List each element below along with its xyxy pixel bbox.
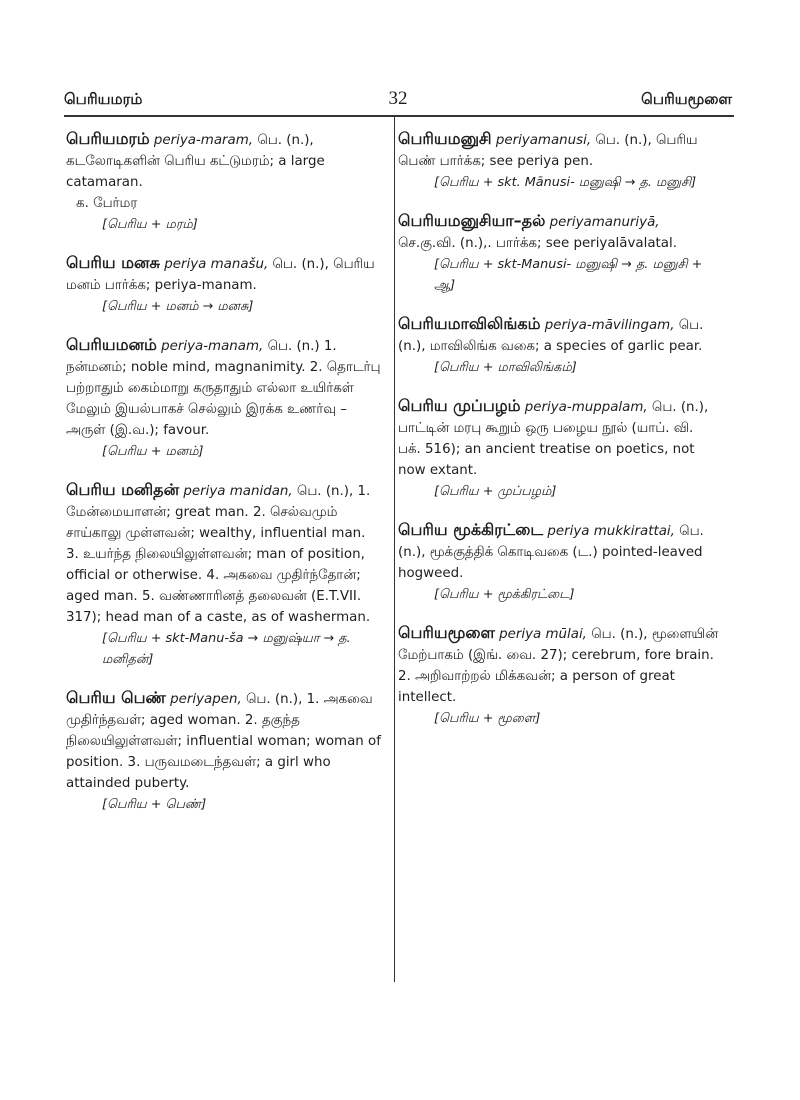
entry-headword: பெரியமரம் [66, 129, 150, 148]
entry-body: பெ. (n.), பெரிய மனம் பார்க்க; periya-manam. [66, 257, 375, 293]
entry-etymology: [பெரிய + மனம் → மனசு] [102, 299, 254, 314]
entry-body: பெ. (n.) 1. நன்மனம்; noble mind, magnanimity. 2. தொடர்பு பற்றாதும் கைம்மாறு கருதாதும் எல்லா உயிர்கள் மேலும் இயல்பாகச் செல்லும் இரக்க உணர்வு – அருள் (இ.வ.); favour. [66, 339, 381, 438]
header-left-guide-word: பெரியமரம் [64, 90, 143, 108]
entry-etymology: [பெரிய + மனம்] [102, 444, 204, 459]
header-rule [64, 115, 734, 117]
entry-etymology: [பெரிய + skt. Mānusi- மனுஷி → த. மனுசி] [434, 175, 697, 190]
entry-transliteration: periyamanusi, [495, 133, 592, 148]
entry-body: பெ. (n.), 1. மேன்மையாளன்; great man. 2. செல்வமும் சாய்காலு முள்ளவன்; wealthy, influential man. 3. உயர்ந்த நிலையிலுள்ளவன்; man of position, official or otherwise. 4. அகவை முதிர்ந்தோன்; aged man. 5. வண்ணாரினத் தலைவன் (E.T.VII. 317); head man of a caste, as of washerman. [66, 484, 371, 625]
dictionary-entry [66, 687, 382, 815]
dictionary-entry [66, 334, 382, 462]
header-right-guide-word: பெரியமூளை [641, 90, 732, 108]
entry-transliteration: periya mūlai, [499, 627, 587, 642]
entry-etymology: [பெரிய + மரம்] [102, 217, 198, 232]
entry-headword: பெரியமனுசியா–தல் [398, 211, 546, 230]
entry-body: பெ. (n.), பாட்டின் மரபு கூறும் ஒரு பழைய நூல் (யாப். வி. பக். 516); an ancient treatise on poetics, not now extant. [398, 400, 709, 478]
entry-body: பெ. (n.), மூளையின் மேற்பாகம் (இங். வை. 27); cerebrum, fore brain. 2. அறிவாற்றல் மிக்கவன்; a person of great intellect. [398, 627, 719, 705]
entry-etymology: [பெரிய + மூக்கிரட்டை] [434, 587, 575, 602]
dictionary-entry [66, 479, 382, 670]
entry-body: செ.கு.வி. (n.),. பார்க்க; see periyalāvalatal. [398, 236, 677, 251]
entry-headword: பெரிய முப்பழம் [398, 396, 521, 415]
dictionary-entry [398, 210, 720, 296]
entry-etymology: [பெரிய + மூளை] [434, 711, 541, 726]
entry-transliteration: periya-maram, [153, 133, 254, 148]
entry-transliteration: periya-manam, [161, 339, 264, 354]
entry-etymology: [பெரிய + மாவிலிங்கம்] [434, 360, 577, 375]
entry-etymology: [பெரிய + skt-Manusi- மனுஷி → த. மனுசி + ஆ] [434, 257, 703, 293]
entry-body: பெ. (n.), மூக்குத்திக் கொடிவகை (ட.) pointed-leaved hogweed. [398, 524, 704, 581]
dictionary-entry [66, 128, 382, 235]
entry-transliteration: periya manidan, [183, 484, 293, 499]
entry-headword: பெரியமனம் [66, 335, 157, 354]
dictionary-entry [398, 519, 720, 605]
entry-body: பெ. (n.), 1. அகவை முதிர்ந்தவள்; aged woman. 2. தகுந்த நிலையிலுள்ளவள்; influential woman; woman of position. 3. பருவமடைந்தவள்; a girl who attainded puberty. [66, 692, 381, 791]
entry-transliteration: periya-māvilingam, [544, 318, 675, 333]
entry-headword: பெரிய மனிதன் [66, 480, 180, 499]
dictionary-entry [398, 622, 720, 729]
entry-headword: பெரியமாவிலிங்கம் [398, 314, 541, 333]
column-divider [394, 117, 395, 982]
entry-headword: பெரிய மூக்கிரட்டை [398, 520, 544, 539]
entry-etymology: [பெரிய + skt-Manu-ša → மனுஷ்யா → த. மனிதன்] [102, 631, 351, 667]
dictionary-entry [66, 252, 382, 317]
entry-body: பெ. (n.), கடலோடிகளின் பெரிய கட்டுமரம்; a large catamaran. [66, 133, 325, 190]
dictionary-entry [398, 313, 720, 378]
dictionary-entry [398, 128, 720, 193]
page-header [64, 90, 732, 114]
entry-body: பெ. (n.), மாவிலிங்க வகை; a species of garlic pear. [398, 318, 704, 354]
entry-cognate: க. பேர்மர [76, 196, 138, 211]
entry-transliteration: periya manašu, [164, 257, 269, 272]
entry-headword: பெரிய மனசு [66, 253, 160, 272]
entry-headword: பெரியமூளை [398, 623, 495, 642]
entry-etymology: [பெரிய + பெண்] [102, 797, 207, 812]
entry-etymology: [பெரிய + முப்பழம்] [434, 484, 557, 499]
entry-transliteration: periyamanuriyā, [549, 215, 660, 230]
page-number: 32 [388, 88, 408, 109]
entry-body: பெ. (n.), பெரிய பெண் பார்க்க; see periya pen. [398, 133, 698, 169]
left-column [66, 128, 382, 832]
right-column [398, 128, 720, 746]
dictionary-entry [398, 395, 720, 502]
entry-headword: பெரிய பெண் [66, 688, 166, 707]
entry-transliteration: periya mukkirattai, [547, 524, 675, 539]
entry-transliteration: periya-muppalam, [524, 400, 648, 415]
entry-transliteration: periyapen, [170, 692, 242, 707]
entry-headword: பெரியமனுசி [398, 129, 492, 148]
